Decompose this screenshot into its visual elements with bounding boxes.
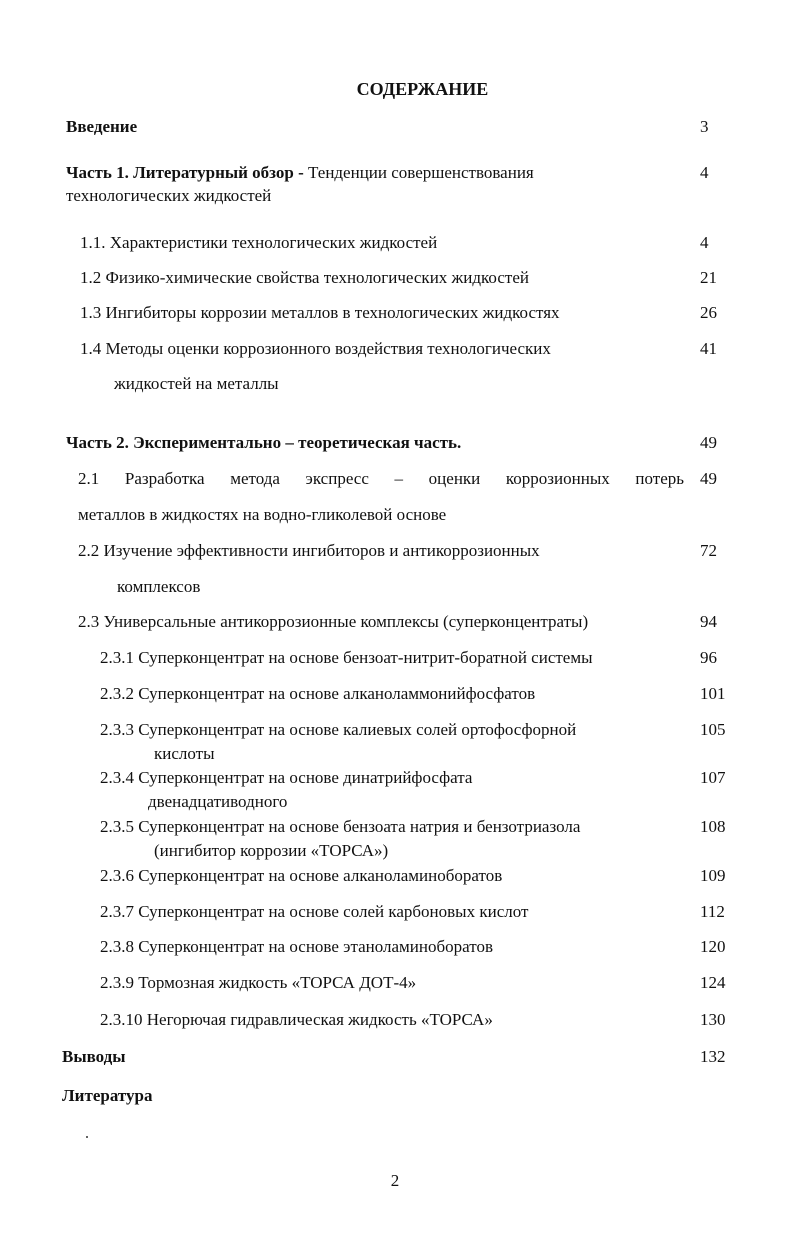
toc-2-2-line1: 2.2 Изучение эффективности ингибиторов и антикоррозионных — [78, 541, 540, 560]
toc-part1-rest: Тенденции совершенствования — [303, 163, 534, 182]
toc-1-4-page: 41 — [700, 339, 717, 358]
toc-intro-page: 3 — [700, 117, 709, 136]
toc-2-3-3-line2: кислоты — [154, 744, 215, 763]
toc-2-3-3-line1: 2.3.3 Суперконцентрат на основе калиевых солей ортофосфорной — [100, 720, 577, 739]
scan-speck — [86, 1136, 88, 1138]
toc-2-1-line2: металлов в жидкостях на водно-гликолевой основе — [78, 505, 447, 524]
toc-conclusions-page: 132 — [700, 1047, 726, 1066]
toc-2-2-page: 72 — [700, 541, 717, 560]
toc-2-3-8-page: 120 — [700, 937, 726, 956]
page-title: СОДЕРЖАНИЕ — [356, 79, 489, 99]
toc-2-3-7: 2.3.7 Суперконцентрат на основе солей карбоновых кислот — [100, 902, 529, 921]
toc-2-3-3-page: 105 — [700, 720, 726, 739]
toc-part1-bold: Часть 1. Литературный обзор - — [66, 163, 304, 182]
toc-part1-page: 4 — [700, 163, 709, 182]
toc-2-3-10: 2.3.10 Негорючая гидравлическая жидкость «ТОРСА» — [100, 1010, 493, 1029]
toc-1-1-page: 4 — [700, 233, 709, 252]
toc-2-3-4-line2: двенадцативодного — [148, 792, 288, 811]
toc-2-3-9-page: 124 — [700, 973, 726, 992]
toc-2-3-2-page: 101 — [700, 684, 726, 703]
toc-2-3-5-line2: (ингибитор коррозии «ТОРСА») — [154, 841, 389, 860]
toc-part1-line1 — [66, 162, 534, 183]
toc-literature-label: Литература — [62, 1086, 153, 1105]
toc-1-4-line1: 1.4 Методы оценки коррозионного воздействия технологических — [80, 339, 551, 358]
toc-1-4-line2: жидкостей на металлы — [114, 374, 279, 393]
toc-2-1-line1: 2.1 Разработка метода экспресс – оценки коррозионных потерь — [78, 469, 684, 488]
toc-2-3-page: 94 — [700, 612, 717, 631]
toc-2-3-5-line1: 2.3.5 Суперконцентрат на основе бензоата натрия и бензотриазола — [100, 817, 581, 836]
toc-1-1: 1.1. Характеристики технологических жидкостей — [80, 233, 438, 252]
toc-2-3: 2.3 Универсальные антикоррозионные комплексы (суперконцентраты) — [78, 612, 589, 631]
toc-2-3-10-page: 130 — [700, 1010, 726, 1029]
toc-2-3-9: 2.3.9 Тормозная жидкость «ТОРСА ДОТ-4» — [100, 973, 417, 992]
toc-intro-label: Введение — [66, 117, 138, 136]
toc-2-3-8: 2.3.8 Суперконцентрат на основе этаноламиноборатов — [100, 937, 493, 956]
toc-conclusions-label: Выводы — [62, 1047, 126, 1066]
toc-2-3-2: 2.3.2 Суперконцентрат на основе алканоламмонийфосфатов — [100, 684, 536, 703]
toc-2-2-line2: комплексов — [117, 577, 201, 596]
toc-2-1-page: 49 — [700, 469, 717, 488]
toc-1-2-page: 21 — [700, 268, 717, 287]
toc-2-3-4-page: 107 — [700, 768, 726, 787]
toc-part2: Часть 2. Экспериментально – теоретическая часть. — [66, 433, 462, 452]
toc-2-3-4-line1: 2.3.4 Суперконцентрат на основе динатрийфосфата — [100, 768, 473, 787]
page-number: 2 — [390, 1171, 400, 1190]
toc-1-3-page: 26 — [700, 303, 717, 322]
toc-2-3-7-page: 112 — [700, 902, 725, 921]
toc-1-3: 1.3 Ингибиторы коррозии металлов в технологических жидкостях — [80, 303, 560, 322]
toc-part1-line2: технологических жидкостей — [66, 186, 272, 205]
toc-2-3-5-page: 108 — [700, 817, 726, 836]
toc-2-3-1: 2.3.1 Суперконцентрат на основе бензоат-нитрит-боратной системы — [100, 648, 593, 667]
toc-1-2: 1.2 Физико-химические свойства технологических жидкостей — [80, 268, 529, 287]
toc-2-3-6: 2.3.6 Суперконцентрат на основе алканоламиноборатов — [100, 866, 503, 885]
toc-2-3-6-page: 109 — [700, 866, 726, 885]
toc-part2-page: 49 — [700, 433, 717, 452]
toc-2-3-1-page: 96 — [700, 648, 717, 667]
